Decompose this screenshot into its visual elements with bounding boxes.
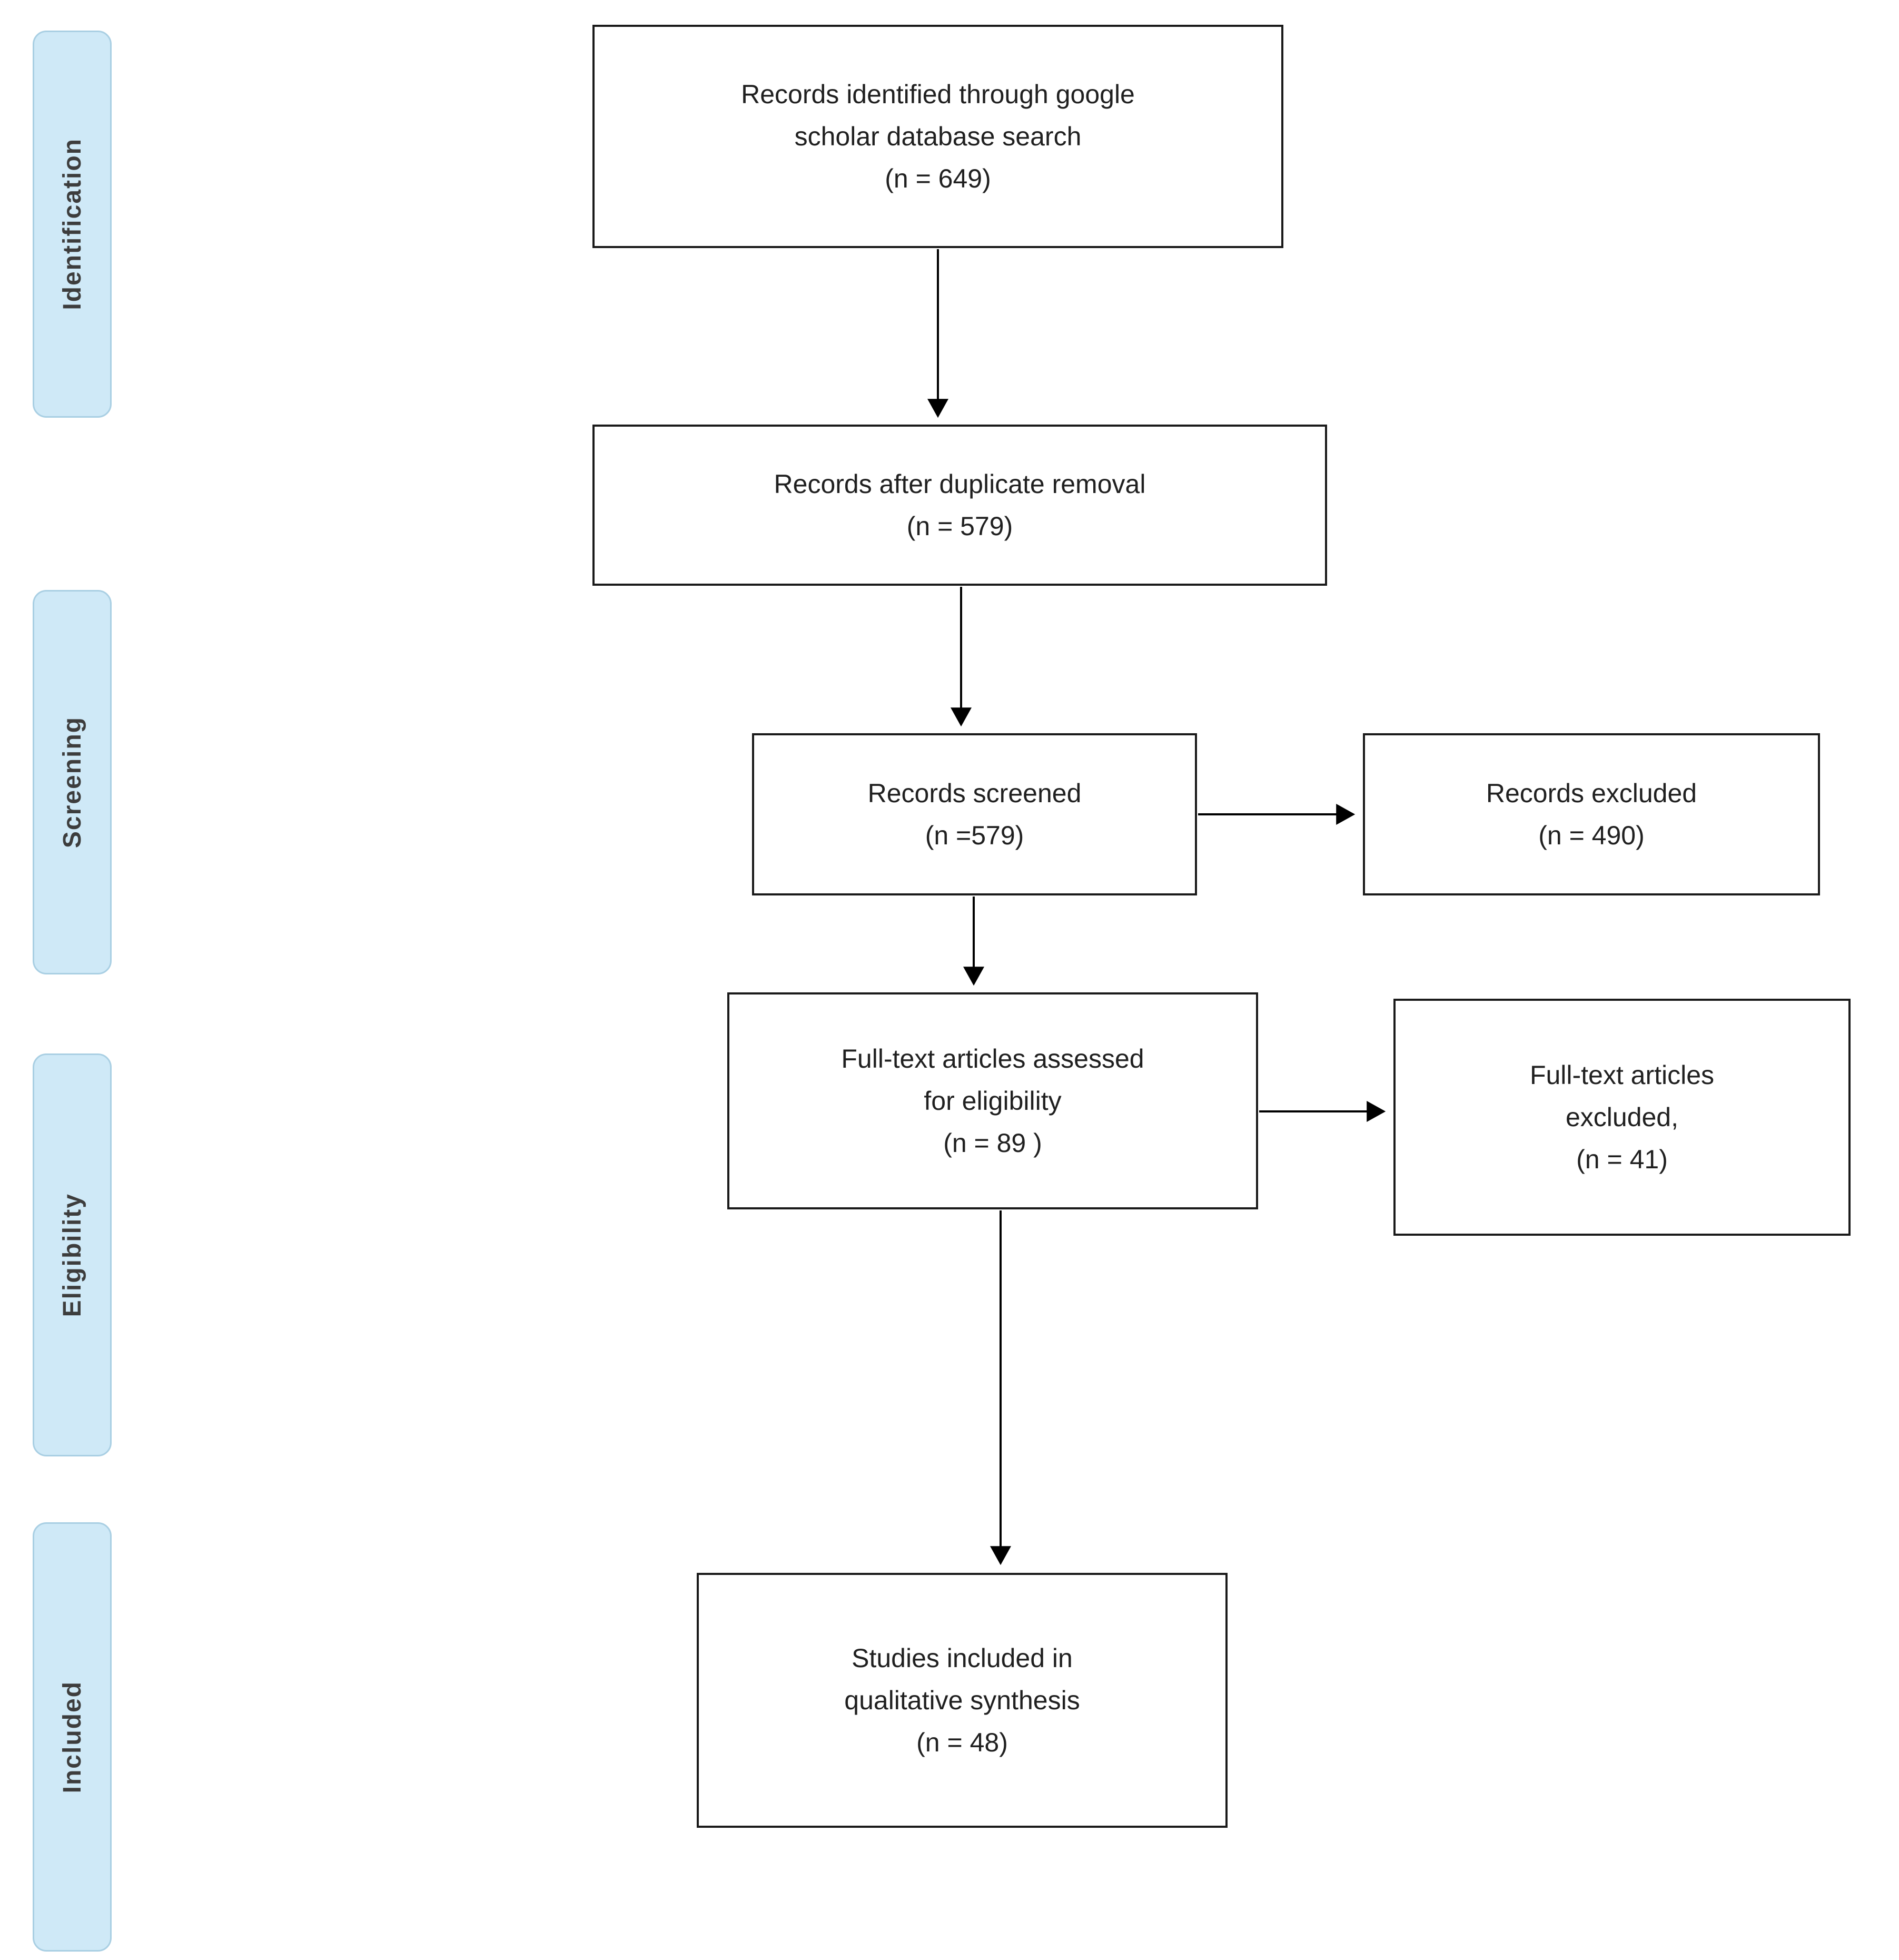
stage-label-eligibility: [33, 1053, 112, 1456]
box-records-screened: [752, 733, 1197, 895]
box-records-identified: [592, 25, 1283, 248]
box-text-line: Full-text articles: [1529, 1060, 1715, 1090]
box-text-line: (n = 48): [916, 1728, 1008, 1757]
box-text-line: Studies included in: [852, 1643, 1073, 1673]
box-text-line: Records after duplicate removal: [774, 469, 1146, 499]
box-fulltext-excluded: [1393, 999, 1851, 1236]
box-text-line: (n = 41): [1576, 1145, 1668, 1174]
box-text-line: Full-text articles assessed: [841, 1044, 1144, 1073]
stage-label-identification: [33, 31, 112, 418]
box-text-line: (n = 89 ): [943, 1128, 1042, 1158]
stage-label-text: Screening: [58, 716, 86, 849]
stage-label-text: Eligibility: [58, 1193, 86, 1317]
stage-label-text: Included: [58, 1680, 86, 1794]
box-text-line: Records screened: [867, 779, 1082, 808]
box-duplicate-removal: [592, 425, 1327, 586]
box-records-excluded: [1363, 733, 1820, 895]
box-text-line: (n = 649): [885, 164, 991, 193]
box-text-line: Records identified through google: [741, 80, 1135, 109]
box-text-line: for eligibility: [924, 1086, 1062, 1116]
box-studies-included: [697, 1573, 1228, 1828]
stage-label-text: Identification: [58, 138, 86, 310]
box-text-line: scholar database search: [794, 122, 1082, 151]
box-text-line: (n = 490): [1538, 821, 1645, 850]
box-fulltext-assessed: [727, 992, 1258, 1209]
stage-label-included: [33, 1522, 112, 1952]
box-text-line: qualitative synthesis: [844, 1686, 1080, 1715]
stage-label-screening: [33, 590, 112, 974]
box-text-line: Records excluded: [1486, 779, 1697, 808]
box-text-line: (n = 579): [906, 511, 1013, 541]
box-text-line: (n =579): [925, 821, 1024, 850]
box-text-line: excluded,: [1565, 1102, 1679, 1132]
